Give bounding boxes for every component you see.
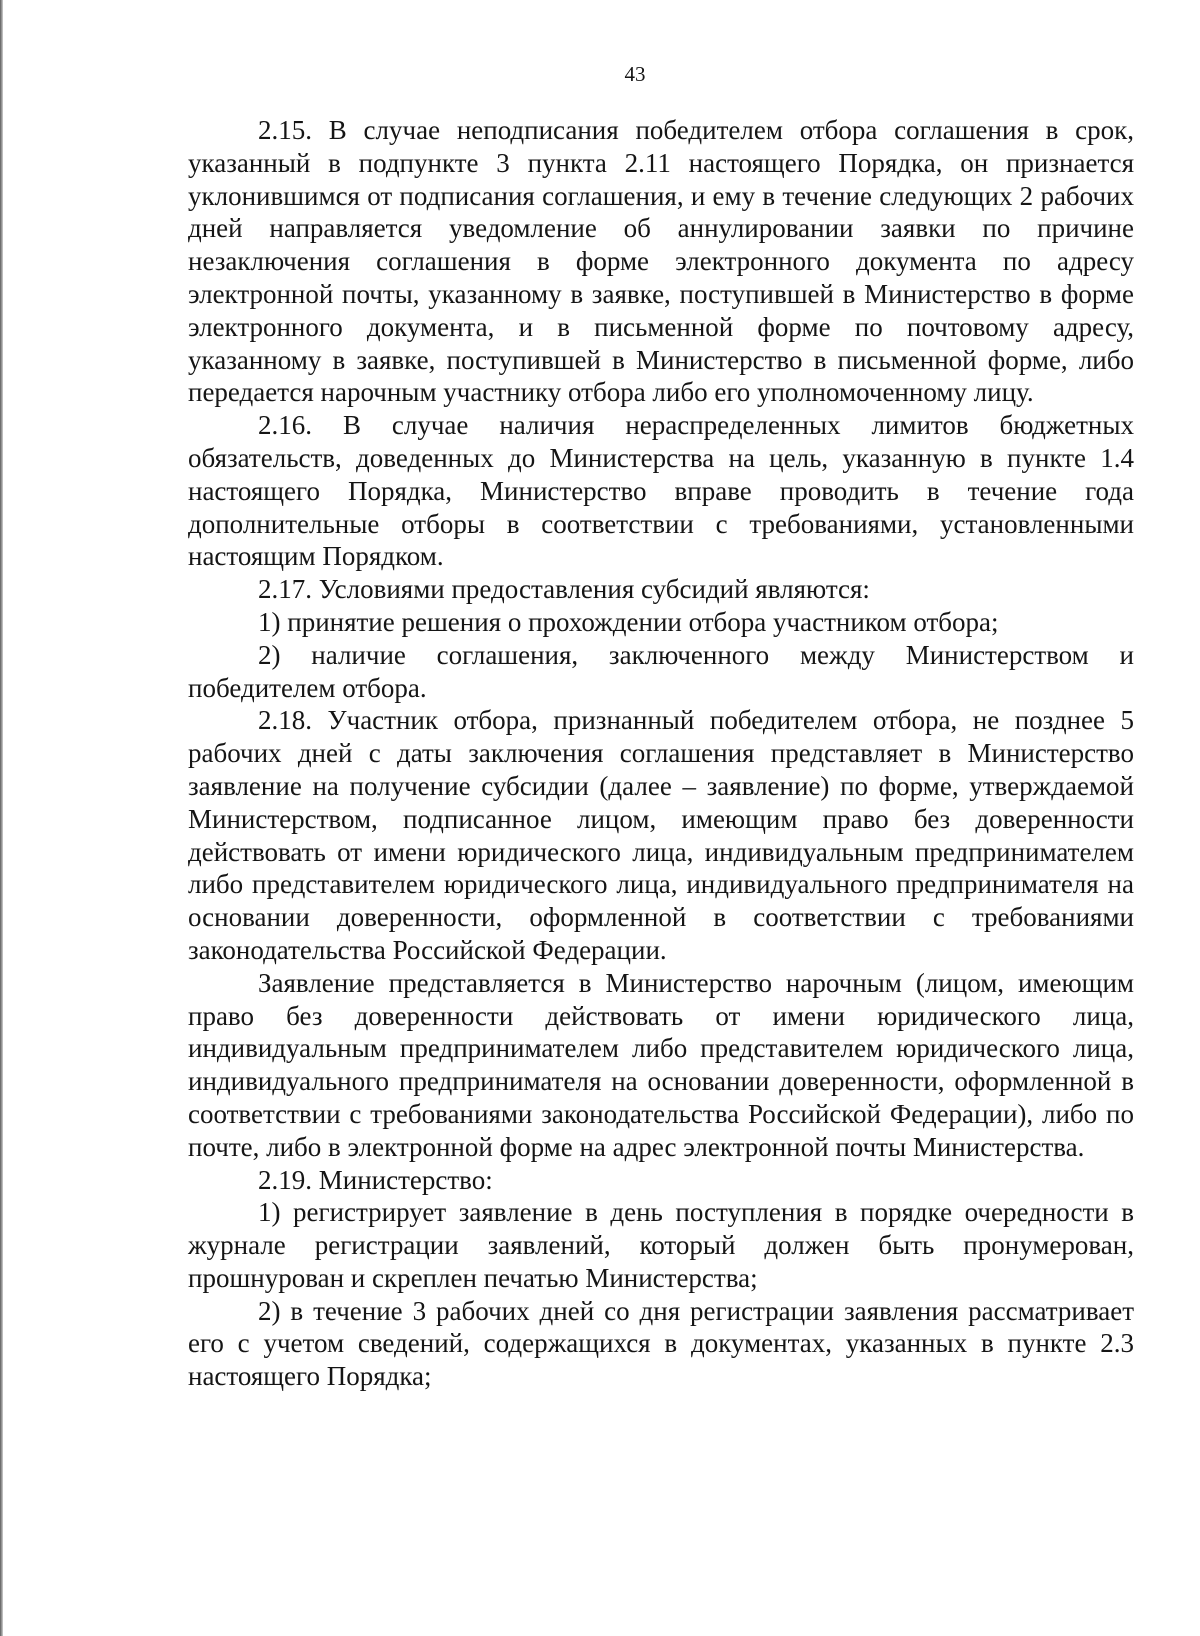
paragraph-2-17-item-1: 1) принятие решения о прохождении отбора участником отбора; [258, 606, 999, 637]
paragraph-2-15: 2.15. В случае неподписания победителем отбора соглашения в срок, указанный в подпункте 3 пункта 2.11 настоящего Порядка, он признается уклонившимся от подписания соглашения, и ему в течение следующих 2 рабочих дней направляется уведомление об аннулировании заявки по причине незаключения соглашения в форме электронного документа по адресу электронной почты, указанному в заявке, поступившей в Министерство в форме электронного документа, и в письменной форме по почтовому адресу, указанному в заявке, поступившей в Министерство в письменной форме, либо передается нарочным участнику отбора либо его уполномоченному лицу. [188, 115, 1134, 408]
paragraph-2-16: 2.16. В случае наличия нераспределенных лимитов бюджетных обязательств, доведенных до Министерства на цель, указанную в пункте 1.4 настоящего Порядка, Министерство вправе проводить в течение года дополнительные отборы в соответствии с требованиями, установленными настоящим Порядком. [188, 410, 1134, 572]
paragraph-2-19-item-1: 1) регистрирует заявление в день поступления в порядке очередности в журнале регистрации заявлений, который должен быть пронумерован, прошнурован и скреплен печатью Министерства; [188, 1197, 1134, 1293]
paragraph-2-19: 2.19. Министерство: [258, 1164, 493, 1195]
page-number: 43 [624, 62, 646, 86]
paragraph-2-19-item-2: 2) в течение 3 рабочих дней со дня регистрации заявления рассматривает его с учетом сведений, содержащихся в документах, указанных в пункте 2.3 настоящего Порядка; [188, 1295, 1134, 1392]
paragraph-2-17-item-2: 2) наличие соглашения, заключенного между Министерством и победителем отбора. [188, 639, 1134, 703]
paragraph-2-17: 2.17. Условиями предоставления субсидий являются: [258, 574, 870, 605]
scan-edge [0, 0, 3, 1636]
document-body [188, 114, 1134, 1393]
paragraph-2-18: 2.18. Участник отбора, признанный победителем отбора, не позднее 5 рабочих дней с даты заключения соглашения представляет в Министерство заявление на получение субсидии (далее – заявление) по форме, утверждаемой Министерством, подписанное лицом, имеющим право без доверенности действовать от имени юридического лица, индивидуальным предпринимателем либо представителем юридического лица, индивидуального предпринимателя на основании доверенности, оформленной в соответствии с требованиями законодательства Российской Федерации. [188, 705, 1134, 965]
paragraph-2-18-statement: Заявление представляется в Министерство нарочным (лицом, имеющим право без доверенности действовать от имени юридического лица, индивидуальным предпринимателем либо представителем юридического лица, индивидуального предпринимателя на основании доверенности, оформленной в соответствии с требованиями законодательства Российской Федерации), либо по почте, либо в электронной форме на адрес электронной почты Министерства. [188, 967, 1134, 1162]
